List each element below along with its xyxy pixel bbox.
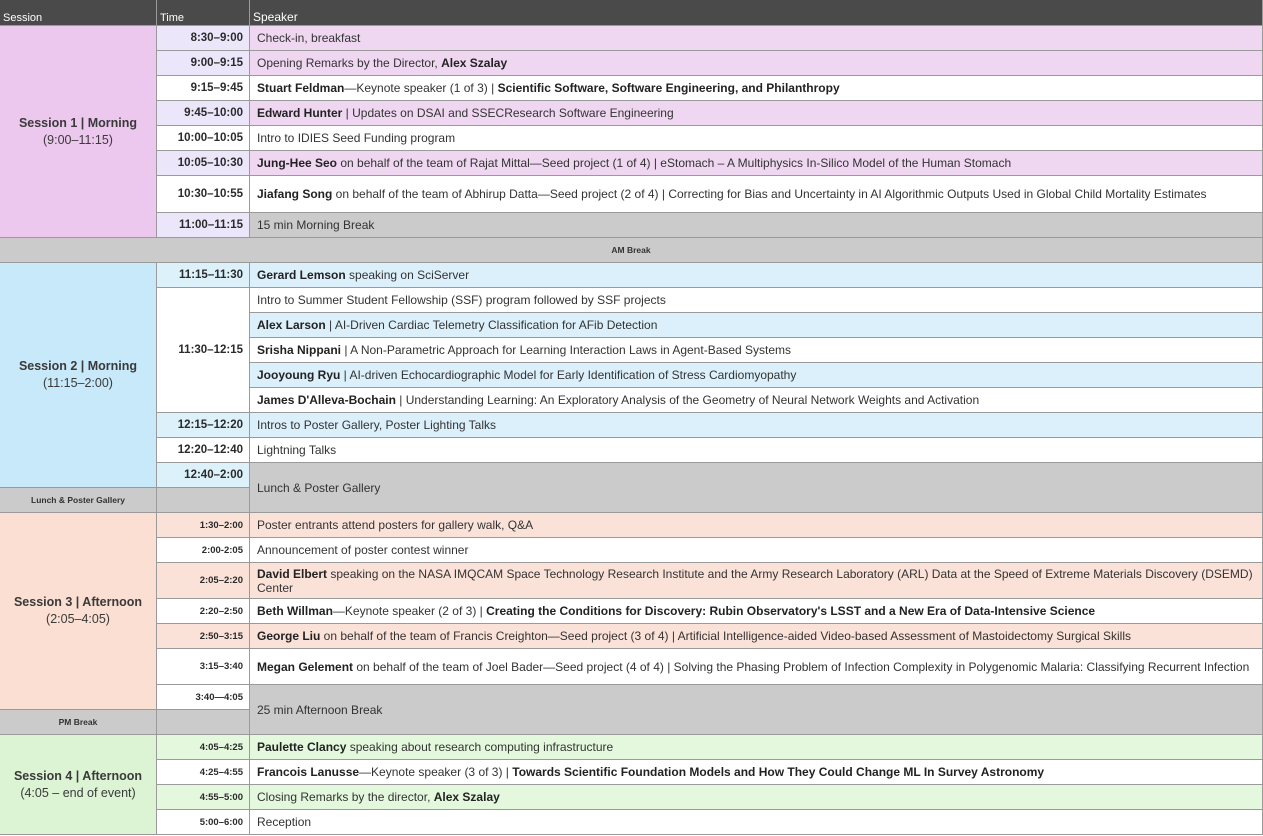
speaker-cell xyxy=(250,599,1263,624)
session-1-cell xyxy=(0,26,157,238)
speaker-text-part: —Keynote speaker (3 of 3) | xyxy=(359,765,513,779)
speaker-bold-text: Beth Willman xyxy=(257,604,333,618)
time-cell: 4:55–5:00 xyxy=(157,785,250,810)
speaker-bold-text: Alex Szalay xyxy=(441,56,508,70)
time-cell: 8:30–9:00 xyxy=(157,26,250,51)
speaker-text xyxy=(257,418,496,432)
time-cell: 2:05–2:20 xyxy=(157,563,250,599)
session-range: (11:15–2:00) xyxy=(43,376,113,390)
time-cell: 2:50–3:15 xyxy=(157,624,250,649)
time-cell: 2:20–2:50 xyxy=(157,599,250,624)
speaker-text-part: speaking on the NASA IMQCAM Space Technology Research Institute and the Army Research Laboratory (ARL) Data at the Speed of Extreme Materials Discovery (DSEMD) Center xyxy=(257,566,1253,595)
time-cell: 9:45–10:00 xyxy=(157,101,250,126)
speaker-text xyxy=(257,815,311,829)
speaker-bold-text: Megan Gelement xyxy=(257,659,354,674)
time-cell: 5:00–6:00 xyxy=(157,810,250,835)
speaker-text-part: | A Non-Parametric Approach for Learning Interaction Laws in Agent-Based Systems xyxy=(341,343,792,357)
speaker-text xyxy=(257,518,533,532)
speaker-text xyxy=(257,187,1207,201)
speaker-text-part: 15 min Morning Break xyxy=(257,218,375,232)
speaker-cell xyxy=(250,513,1263,538)
session-title: Session 2 | Morning xyxy=(18,359,138,373)
speaker-text xyxy=(257,318,657,332)
speaker-text-part: | Updates on DSAI and SSECResearch Software Engineering xyxy=(342,106,674,120)
speaker-cell xyxy=(250,126,1263,151)
speaker-cell xyxy=(250,463,1263,513)
speaker-cell xyxy=(250,76,1263,101)
session-range: (4:05 – end of event) xyxy=(20,785,136,800)
speaker-cell xyxy=(250,213,1263,238)
speaker-text xyxy=(257,604,1095,618)
speaker-text-part: | Understanding Learning: An Exploratory Analysis of the Geometry of Neural Network Weights and Activation xyxy=(395,393,980,407)
lunch-break-label: Lunch & Poster Gallery xyxy=(0,488,157,513)
speaker-text-part: Poster entrants attend posters for gallery walk, Q&A xyxy=(257,518,534,532)
time-cell: 3:15–3:40 xyxy=(157,649,250,685)
time-cell: 9:00–9:15 xyxy=(157,51,250,76)
header-time: Time xyxy=(157,0,250,26)
speaker-text-part: —Keynote speaker (2 of 3) | xyxy=(332,604,487,618)
pm-break-label: PM Break xyxy=(0,710,157,735)
speaker-text xyxy=(257,393,979,407)
speaker-bold-text: Gerard Lemson xyxy=(257,268,346,282)
speaker-cell xyxy=(250,176,1263,213)
speaker-cell xyxy=(250,313,1263,338)
speaker-text xyxy=(257,790,500,804)
speaker-text-part: Intros to Poster Gallery, Poster Lighting Talks xyxy=(257,418,496,432)
session-range: (2:05–4:05) xyxy=(46,612,110,626)
speaker-bold-text: Alex Szalay xyxy=(433,790,500,804)
speaker-cell xyxy=(250,363,1263,388)
speaker-text xyxy=(257,765,1044,779)
speaker-cell xyxy=(250,26,1263,51)
speaker-text xyxy=(257,268,469,282)
speaker-text xyxy=(257,567,1258,595)
speaker-bold-text: George Liu xyxy=(257,629,321,643)
speaker-text-part: | AI-Driven Cardiac Telemetry Classification for AFib Detection xyxy=(325,318,658,332)
speaker-text-part: 25 min Afternoon Break xyxy=(257,702,383,717)
speaker-text xyxy=(257,56,507,70)
speaker-bold-text: Jooyoung Ryu xyxy=(257,368,341,382)
speaker-cell xyxy=(250,151,1263,176)
time-cell: 4:05–4:25 xyxy=(157,735,250,760)
speaker-text-part: speaking on SciServer xyxy=(345,268,470,282)
speaker-text xyxy=(257,81,840,95)
speaker-text xyxy=(257,443,336,457)
speaker-cell xyxy=(250,760,1263,785)
speaker-cell xyxy=(250,288,1263,313)
speaker-text xyxy=(257,293,666,307)
session-title: Session 4 | Afternoon xyxy=(13,768,143,783)
speaker-bold-text: Srisha Nippani xyxy=(257,343,342,357)
speaker-cell xyxy=(250,101,1263,126)
speaker-text xyxy=(257,343,791,357)
speaker-bold-text: Jiafang Song xyxy=(257,187,333,201)
speaker-text-part: Closing Remarks by the director, xyxy=(257,790,434,804)
speaker-text-part: Reception xyxy=(257,815,312,829)
speaker-text-part: —Keynote speaker (1 of 3) | xyxy=(344,81,498,95)
header-session: Session xyxy=(0,0,157,26)
speaker-cell xyxy=(250,538,1263,563)
session-title: Session 3 | Afternoon xyxy=(13,595,143,609)
speaker-text-part: Check-in, breakfast xyxy=(257,31,361,45)
speaker-cell xyxy=(250,685,1263,735)
speaker-text xyxy=(257,31,360,45)
speaker-text xyxy=(257,106,674,120)
time-cell: 12:20–12:40 xyxy=(157,438,250,463)
speaker-text xyxy=(257,368,796,382)
speaker-text xyxy=(257,481,380,495)
speaker-text-part: on behalf of the team of Joel Bader—Seed project (4 of 4) | Solving the Phasing Problem of Infection Complexity in Polygenomic Malaria: Classifying Recurrent Infection xyxy=(353,659,1250,674)
time-cell: 10:05–10:30 xyxy=(157,151,250,176)
time-cell: 12:40–2:00 xyxy=(157,463,250,488)
time-cell: 12:15–12:20 xyxy=(157,413,250,438)
speaker-cell xyxy=(250,735,1263,760)
speaker-cell xyxy=(250,438,1263,463)
session-4-cell xyxy=(0,735,157,835)
time-cell: 11:15–11:30 xyxy=(157,263,250,288)
speaker-text-part: Opening Remarks by the Director, xyxy=(257,56,442,70)
lunch-break-time xyxy=(157,488,250,513)
time-cell: 11:00–11:15 xyxy=(157,213,250,238)
speaker-bold-text: Alex Larson xyxy=(257,318,326,332)
time-cell: 10:00–10:05 xyxy=(157,126,250,151)
speaker-bold-text: Stuart Feldman xyxy=(257,81,345,95)
am-break-row: AM Break xyxy=(0,238,1263,263)
speaker-bold-text: Edward Hunter xyxy=(257,106,343,120)
speaker-text-part: Intro to IDIES Seed Funding program xyxy=(257,131,456,145)
pm-break-time xyxy=(157,710,250,735)
speaker-bold-text: Francois Lanusse xyxy=(257,765,360,779)
speaker-text-part: Announcement of poster contest winner xyxy=(257,543,469,557)
session-3-cell xyxy=(0,513,157,710)
speaker-text xyxy=(257,131,455,145)
speaker-text-part: on behalf of the team of Rajat Mittal—Seed project (1 of 4) | eStomach – A Multiphysics In-Silico Model of the Human Stomach xyxy=(337,156,1012,170)
speaker-cell xyxy=(250,388,1263,413)
speaker-bold-text: Jung-Hee Seo xyxy=(257,156,338,170)
speaker-text-part: | AI-driven Echocardiographic Model for Early Identification of Stress Cardiomyopathy xyxy=(340,368,797,382)
speaker-text-part: on behalf of the team of Francis Creighton—Seed project (3 of 4) | Artificial Intelligence-aided Video-based Assessment of Mastoidectomy Surgical Skills xyxy=(320,629,1131,643)
time-cell: 9:15–9:45 xyxy=(157,76,250,101)
speaker-text xyxy=(257,703,382,717)
speaker-cell xyxy=(250,338,1263,363)
speaker-text xyxy=(257,660,1249,674)
speaker-bold-text: David Elbert xyxy=(257,566,328,581)
speaker-bold-text: Scientific Software, Software Engineering, and Philanthropy xyxy=(497,81,840,95)
speaker-bold-text: Towards Scientific Foundation Models and How They Could Change ML In Survey Astronomy xyxy=(512,765,1045,779)
speaker-cell xyxy=(250,810,1263,835)
speaker-cell xyxy=(250,263,1263,288)
time-cell: 1:30–2:00 xyxy=(157,513,250,538)
header-speaker: Speaker xyxy=(250,0,1263,26)
speaker-cell xyxy=(250,649,1263,685)
speaker-text-part: Intro to Summer Student Fellowship (SSF) program followed by SSF projects xyxy=(257,293,666,307)
speaker-text xyxy=(257,629,1131,643)
session-range: (9:00–11:15) xyxy=(43,132,113,147)
speaker-text-part: Lightning Talks xyxy=(257,443,337,457)
speaker-cell xyxy=(250,563,1263,599)
speaker-text xyxy=(257,740,613,754)
speaker-text-part: speaking about research computing infrastructure xyxy=(346,740,614,754)
speaker-text xyxy=(257,218,374,232)
time-cell: 3:40—4:05 xyxy=(157,685,250,710)
speaker-bold-text: Creating the Conditions for Discovery: Rubin Observatory's LSST and a New Era of Data-Intensive Science xyxy=(486,604,1096,618)
speaker-text-part: on behalf of the team of Abhirup Datta—Seed project (2 of 4) | Correcting for Bias and Uncertainty in AI Algorithmic Outputs Used in Global Child Mortality Estimates xyxy=(332,187,1207,201)
time-cell: 4:25–4:55 xyxy=(157,760,250,785)
time-cell: 2:00-2:05 xyxy=(157,538,250,563)
speaker-bold-text: Paulette Clancy xyxy=(257,740,347,754)
speaker-cell xyxy=(250,51,1263,76)
speaker-cell xyxy=(250,624,1263,649)
speaker-text xyxy=(257,156,1011,170)
speaker-cell xyxy=(250,413,1263,438)
session-2-cell xyxy=(0,263,157,488)
time-cell: 11:30–12:15 xyxy=(157,288,250,413)
speaker-cell xyxy=(250,785,1263,810)
speaker-text-part: Lunch & Poster Gallery xyxy=(257,480,381,495)
time-cell: 10:30–10:55 xyxy=(157,176,250,213)
session-title: Session 1 | Morning xyxy=(18,115,138,130)
speaker-bold-text: James D'Alleva-Bochain xyxy=(257,393,396,407)
speaker-text xyxy=(257,543,468,557)
